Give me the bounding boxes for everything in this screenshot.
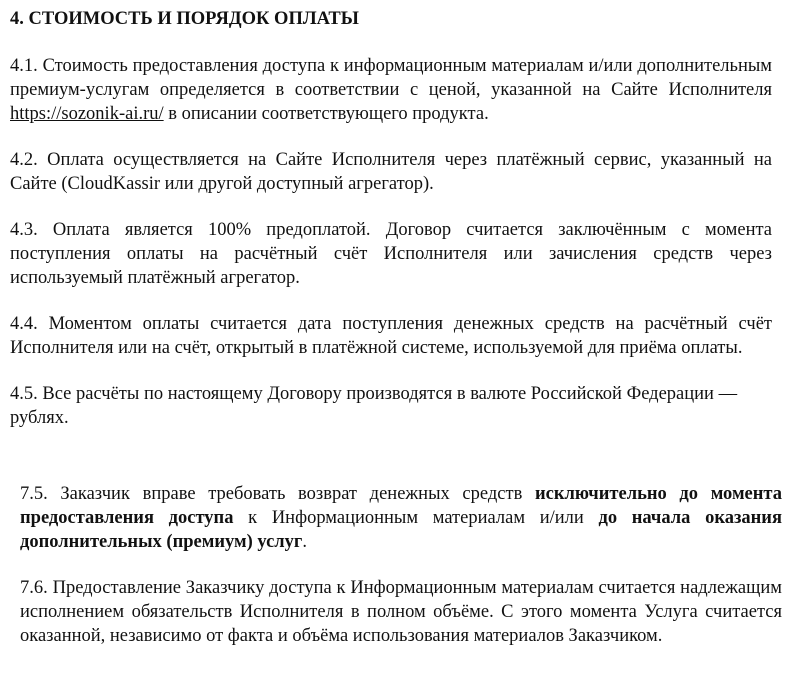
clause-4-2: 4.2. Оплата осуществляется на Сайте Исполнителя через платёжный сервис, указанный на Сайте (CloudKassir или другой доступный агрегатор).	[10, 150, 772, 194]
clause-7-5-part3: .	[302, 532, 307, 552]
refund-section	[20, 482, 782, 670]
clause-4-3: 4.3. Оплата является 100% предоплатой. Договор считается заключённым с момента поступления оплаты на расчётный счёт Исполнителя или зачисления средств через используемый платёжный агрегатор.	[10, 220, 772, 288]
clause-4-4: 4.4. Моментом оплаты считается дата поступления денежных средств на расчётный счёт Исполнителя или на счёт, открытый в платёжной системе, используемой для приёма оплаты.	[10, 314, 772, 358]
clause-7-5-bold1: исключительно до момента предоставления доступа	[20, 484, 782, 528]
clause-7-5	[20, 482, 782, 554]
clause-4-1-text-end: в описании соответствующего продукта.	[163, 104, 489, 124]
clause-7-5-part2: к Информационным материалам и/или	[233, 508, 599, 528]
clause-7-5-part1: 7.5. Заказчик вправе требовать возврат денежных средств	[20, 484, 535, 504]
clause-4-1-text-start: 4.1. Стоимость предоставления доступа к информационным материалам и/или дополнительным премиум-услугам определяется в соответствии с ценой, указанной на Сайте Исполнителя	[10, 56, 772, 100]
website-link[interactable]: https://sozonik-ai.ru/	[10, 104, 164, 124]
clause-4-5: 4.5. Все расчёты по настоящему Договору производятся в валюте Российской Федерации — рублях.	[10, 384, 738, 428]
clause-7-6: 7.6. Предоставление Заказчику доступа к Информационным материалам считается надлежащим исполнением обязательств Исполнителя в полном объёме. С этого момента Услуга считается оказанной, независимо от факта и объёма использования материалов Заказчиком.	[20, 578, 782, 646]
section-heading: 4. СТОИМОСТЬ И ПОРЯДОК ОПЛАТЫ	[10, 9, 359, 29]
clause-7-5-bold2: до начала оказания дополнительных (премиум) услуг	[20, 508, 782, 552]
payment-section	[10, 6, 772, 452]
clause-4-1	[10, 54, 772, 126]
